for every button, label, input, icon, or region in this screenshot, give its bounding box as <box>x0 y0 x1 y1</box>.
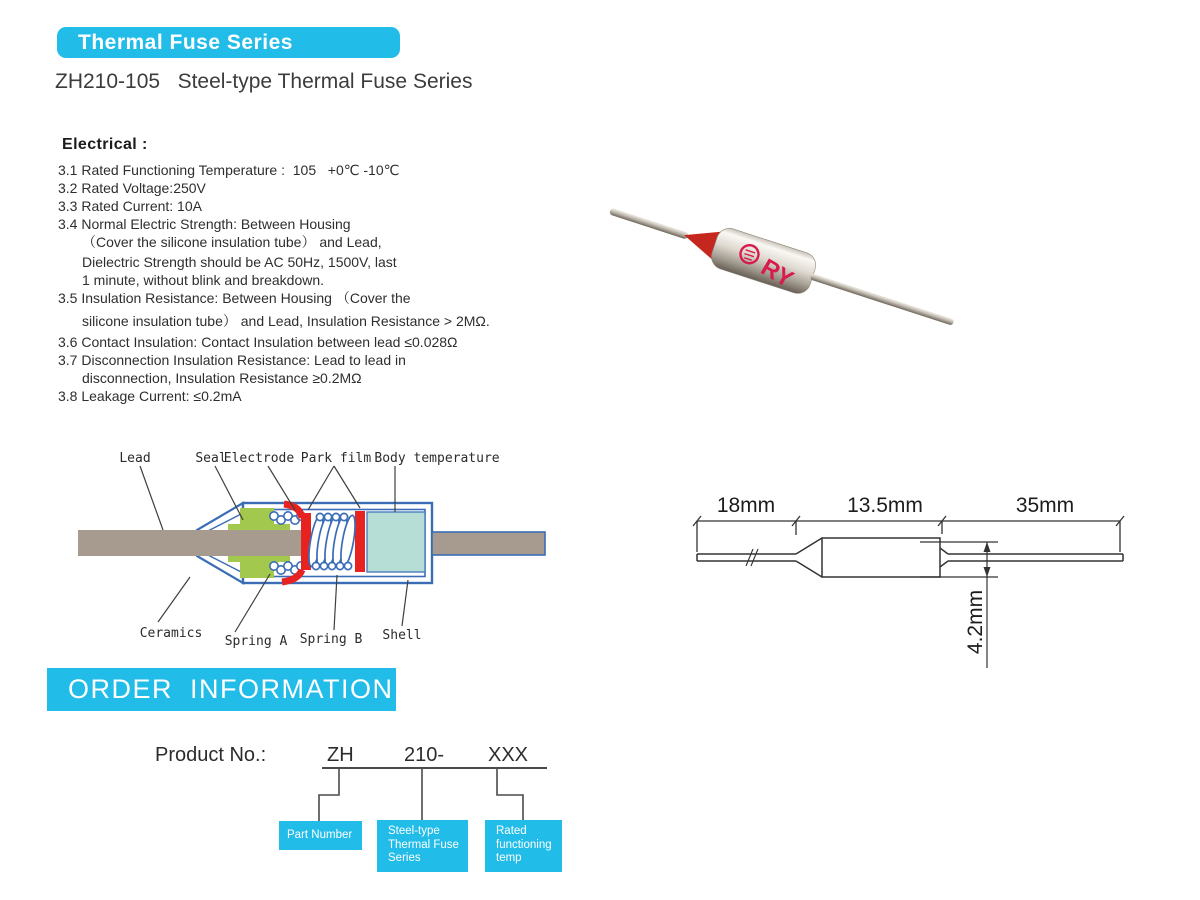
label-electrode: Electrode <box>223 451 295 466</box>
order-box-line: Rated <box>496 825 527 837</box>
code-series: 210- <box>404 744 445 766</box>
order-information-banner: ORDER INFORMATION <box>47 668 396 711</box>
code-temp: XXX <box>488 744 529 766</box>
series-badge: Thermal Fuse Series <box>57 27 400 58</box>
photo-marking-text: RY <box>756 253 798 294</box>
label-ceramics: Ceramics <box>139 626 203 641</box>
spec-line: disconnection, Insulation Resistance ≥0.2MΩ <box>82 370 362 386</box>
photo-body <box>708 225 819 297</box>
spec-line: 3.8 Leakage Current: ≤0.2mA <box>58 388 242 404</box>
body-temperature-block <box>367 512 425 572</box>
code-part-number: ZH <box>327 744 354 766</box>
spec-line: 3.6 Contact Insulation: Contact Insulation between lead ≤0.028Ω <box>58 334 458 350</box>
page-title: ZH210-105 Steel-type Thermal Fuse Series <box>55 70 473 93</box>
spec-line: 3.4 Normal Electric Strength: Between Housing <box>58 216 351 232</box>
code-connector-lines <box>270 769 590 823</box>
fuse-photo-group <box>602 198 959 346</box>
electrical-heading: Electrical : <box>62 136 148 153</box>
label-spring-b: Spring B <box>299 632 363 647</box>
spec-line: Dielectric Strength should be AC 50Hz, 1500V, last <box>82 254 397 270</box>
spec-line: 3.2 Rated Voltage:250V <box>58 180 206 196</box>
label-spring-a: Spring A <box>224 634 288 649</box>
spec-line: 1 minute, without blink and breakdown. <box>82 272 325 288</box>
order-box-line: functioning <box>496 838 552 851</box>
order-box-part-number <box>279 821 362 850</box>
order-box-line: Part Number <box>287 828 353 841</box>
order-box-line: temp <box>496 852 522 864</box>
label-shell: Shell <box>382 628 422 643</box>
structure-diagram <box>50 440 590 670</box>
label-seal: Seal <box>195 451 227 466</box>
order-box-rated-temp <box>485 820 562 872</box>
label-body-temperature: Body temperature <box>374 451 500 466</box>
order-box-series <box>377 820 468 872</box>
spec-line: 3.3 Rated Current: 10A <box>58 198 202 214</box>
spec-line: 3.1 Rated Functioning Temperature : 105 +0℃ -10℃ <box>58 162 400 178</box>
order-box-line: Series <box>388 852 421 864</box>
order-box-line: Steel-type <box>388 825 440 837</box>
spec-line: （Cover the silicone insulation tube） and Lead, <box>82 234 382 250</box>
lead-bar-left <box>78 530 303 556</box>
dim-body-length: 13.5mm <box>847 494 923 517</box>
spec-line: 3.7 Disconnection Insulation Resistance: Lead to lead in <box>58 352 406 368</box>
order-box-line: Thermal Fuse <box>388 838 459 851</box>
spec-line: silicone insulation tube） and Lead, Insulation Resistance > 2MΩ. <box>82 313 490 329</box>
arrow-up-icon <box>984 542 991 552</box>
fuse-outline <box>697 538 1123 577</box>
dim-lead-right: 35mm <box>1015 494 1075 517</box>
photo-lead-right <box>810 273 955 326</box>
dim-diameter: 4.2mm <box>964 589 987 655</box>
product-no-label: Product No.: <box>155 744 267 766</box>
arrow-down-icon <box>984 567 991 577</box>
label-park-film: Park film <box>300 451 372 466</box>
electrical-spec-list <box>58 161 490 405</box>
product-photo <box>600 198 980 348</box>
dimension-drawing <box>680 490 1140 680</box>
lead-bar-right <box>432 532 545 555</box>
dim-lead-left: 18mm <box>716 494 776 517</box>
label-lead: Lead <box>119 451 151 466</box>
photo-lead-left <box>609 208 689 240</box>
spec-line: 3.5 Insulation Resistance: Between Housing （Cover the <box>58 290 411 306</box>
